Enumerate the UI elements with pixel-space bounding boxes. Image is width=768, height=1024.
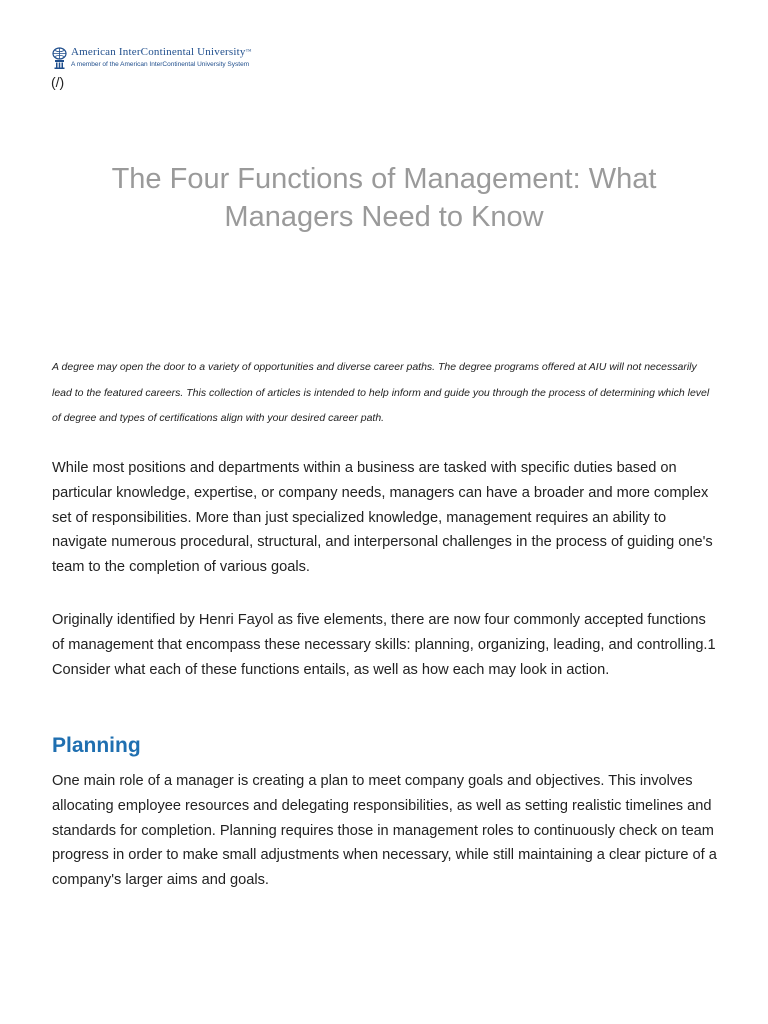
functions-overview-paragraph: Originally identified by Henri Fayol as five elements, there are now four commonly accepted functions of management that encompass these necessary skills: planning, organizing, leading, and controlling.1 Consider what each of these functions entails, as well as how each may look in action. [52, 612, 716, 678]
planning-heading: Planning [52, 734, 141, 757]
planning-paragraph: One main role of a manager is creating a plan to meet company goals and objectives. This involves allocating employee resources and delegating responsibilities, as well as setting realistic timelines and standards for completion. Planning requires those in management roles to continuously check on team progress in order to make small adjustments when necessary, while still maintaining a clear picture of a company's larger aims and goals. [52, 773, 717, 889]
logo-tagline: A member of the American InterContinental University System [71, 61, 250, 68]
university-logo-link[interactable] [52, 46, 252, 69]
university-seal-icon [52, 47, 67, 69]
home-link[interactable]: (/) [51, 74, 65, 90]
logo-wordmark: American InterContinental University™ [71, 46, 252, 58]
intro-paragraph: While most positions and departments within a business are tasked with specific duties based on particular knowledge, expertise, or company needs, managers can have a broader and more complex set of responsibilities. More than just specialized knowledge, management requires an ability to navigate numerous procedural, structural, and interpersonal challenges in the process of guiding one's team to the completion of various goals. [52, 460, 713, 576]
career-disclaimer: A degree may open the door to a variety of opportunities and diverse career paths. The degree programs offered at AIU will not necessarily lead to the featured careers. This collection of articles is intended to help inform and guide you through the process of determining which level of degree and types of certifications align with your desired career path. [52, 361, 710, 424]
logo-text [71, 46, 252, 69]
page-title: The Four Functions of Management: What Managers Need to Know [111, 163, 657, 233]
